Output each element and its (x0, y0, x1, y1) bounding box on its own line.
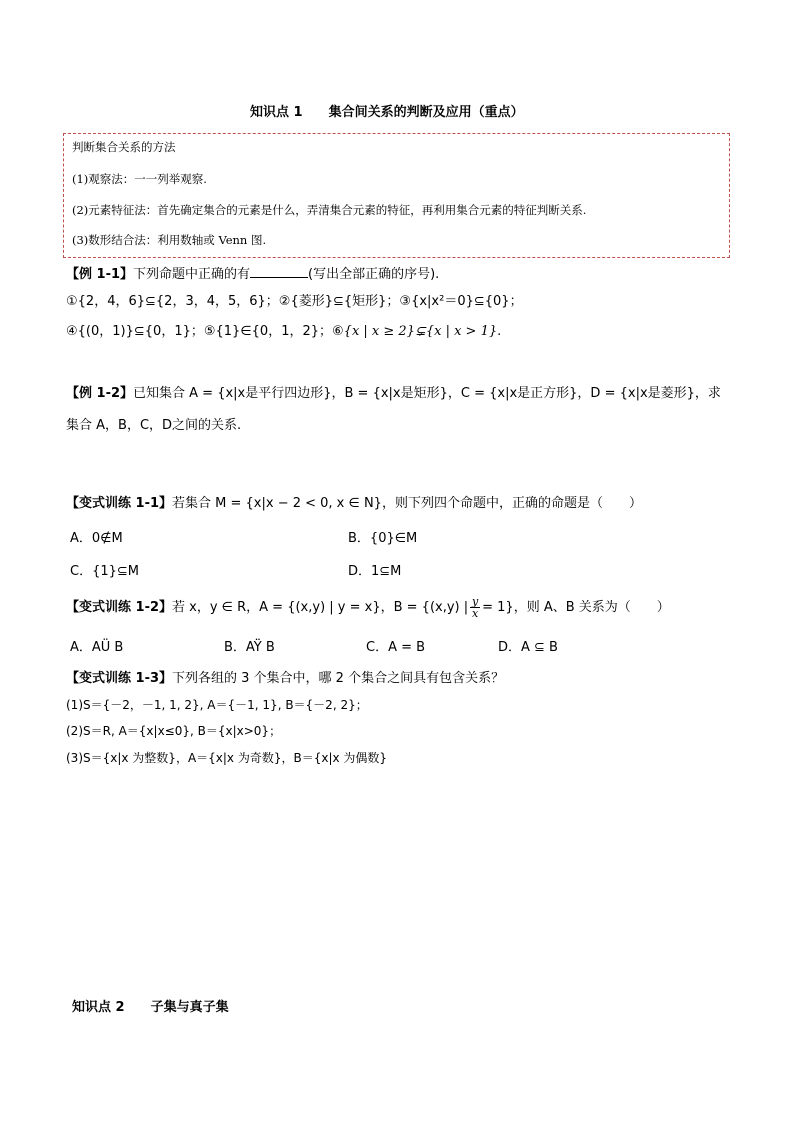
variant-1-1-option-a: A．0∉M (70, 531, 123, 546)
variant-1-1-label: 【变式训练 1-1】 (66, 496, 173, 511)
example-1-2-line2: 集合 A，B，C，D之间的关系. (66, 418, 242, 433)
variant-1-3-item-3: (3)S＝{x|x 为整数}，A＝{x|x 为奇数}，B＝{x|x 为偶数} (66, 751, 388, 765)
example-1-2-line1: 【例 1-2】已知集合 A = {x|x是平行四边形}，B = {x|x是矩形}，C = {x|x是正方形}，D = {x|x是菱形}，求 (66, 386, 721, 401)
variant-1-2-option-c: C．A = B (366, 640, 426, 655)
variant-1-3-item-1: (1)S＝{－2，－1, 1, 2}, A＝{－1, 1}, B＝{－2, 2}； (66, 698, 368, 712)
variant-1-3-label: 【变式训练 1-3】 (66, 671, 173, 686)
method-line-3: (3)数形结合法：利用数轴或 Venn 图. (72, 233, 267, 247)
variant-1-2-option-a: A．AÜ B (70, 640, 124, 655)
variant-1-1-question: 【变式训练 1-1】若集合 M = {x|x − 2 < 0, x ∈ N}，则下列四个命题中，正确的命题是（ ） (66, 496, 642, 511)
method-line-1: (1)观察法：一一列举观察. (72, 172, 207, 186)
answer-blank (250, 266, 308, 278)
variant-1-3-item-2: (2)S＝R, A＝{x|x≤0}, B＝{x|x>0}； (66, 724, 282, 738)
example-1-1-label: 【例 1-1】 (66, 267, 134, 282)
variant-1-1-option-c: C．{1}⊆M (70, 564, 139, 579)
variant-1-1-option-d: D．1⊆M (348, 564, 402, 579)
example-1-1-line2: ①{2，4，6}⊆{2，3，4，5，6}；②{菱形}⊆{矩形}；③{x|x²＝0}⊆{0}； (66, 294, 523, 309)
variant-1-2-label: 【变式训练 1-2】 (66, 600, 173, 615)
set-inclusion-formula: {x | x ≥ 2}⊊{x | x > 1} (343, 324, 498, 339)
variant-1-2-option-b: B．AŸ B (224, 640, 275, 655)
section-1-title: 知识点 1 集合间关系的判断及应用（重点） (250, 105, 524, 120)
variant-1-2-question: 【变式训练 1-2】若 x，y ∈ R，A = {(x,y) | y = x}，B = {(x,y) | $\frac{y}{x}$ = 1}，则 A、B 关系为（ ） (66, 595, 670, 620)
variant-1-2-option-d: D．A ⊆ B (498, 640, 558, 655)
variant-1-1-option-b: B．{0}∈M (348, 531, 418, 546)
example-1-1-question: 【例 1-1】下列命题中正确的有 (写出全部正确的序号). (66, 267, 440, 282)
method-box-title: 判断集合关系的方法 (72, 140, 176, 154)
method-line-2: (2)元素特征法：首先确定集合的元素是什么，弄清集合元素的特征，再利用集合元素的特征判断关系. (72, 203, 587, 217)
example-1-1-line3: ④{(0，1)}⊆{0，1}；⑤{1}∈{0，1，2}；⑥{x | x ≥ 2}⊊{x | x > 1}. (66, 324, 502, 339)
section-2-title: 知识点 2 子集与真子集 (72, 1000, 229, 1015)
variant-1-3-question: 【变式训练 1-3】下列各组的 3 个集合中，哪 2 个集合之间具有包含关系？ (66, 671, 505, 686)
example-1-2-label: 【例 1-2】 (66, 386, 134, 401)
y-over-x-fraction: $\frac{y}{x}$ (472, 595, 479, 620)
